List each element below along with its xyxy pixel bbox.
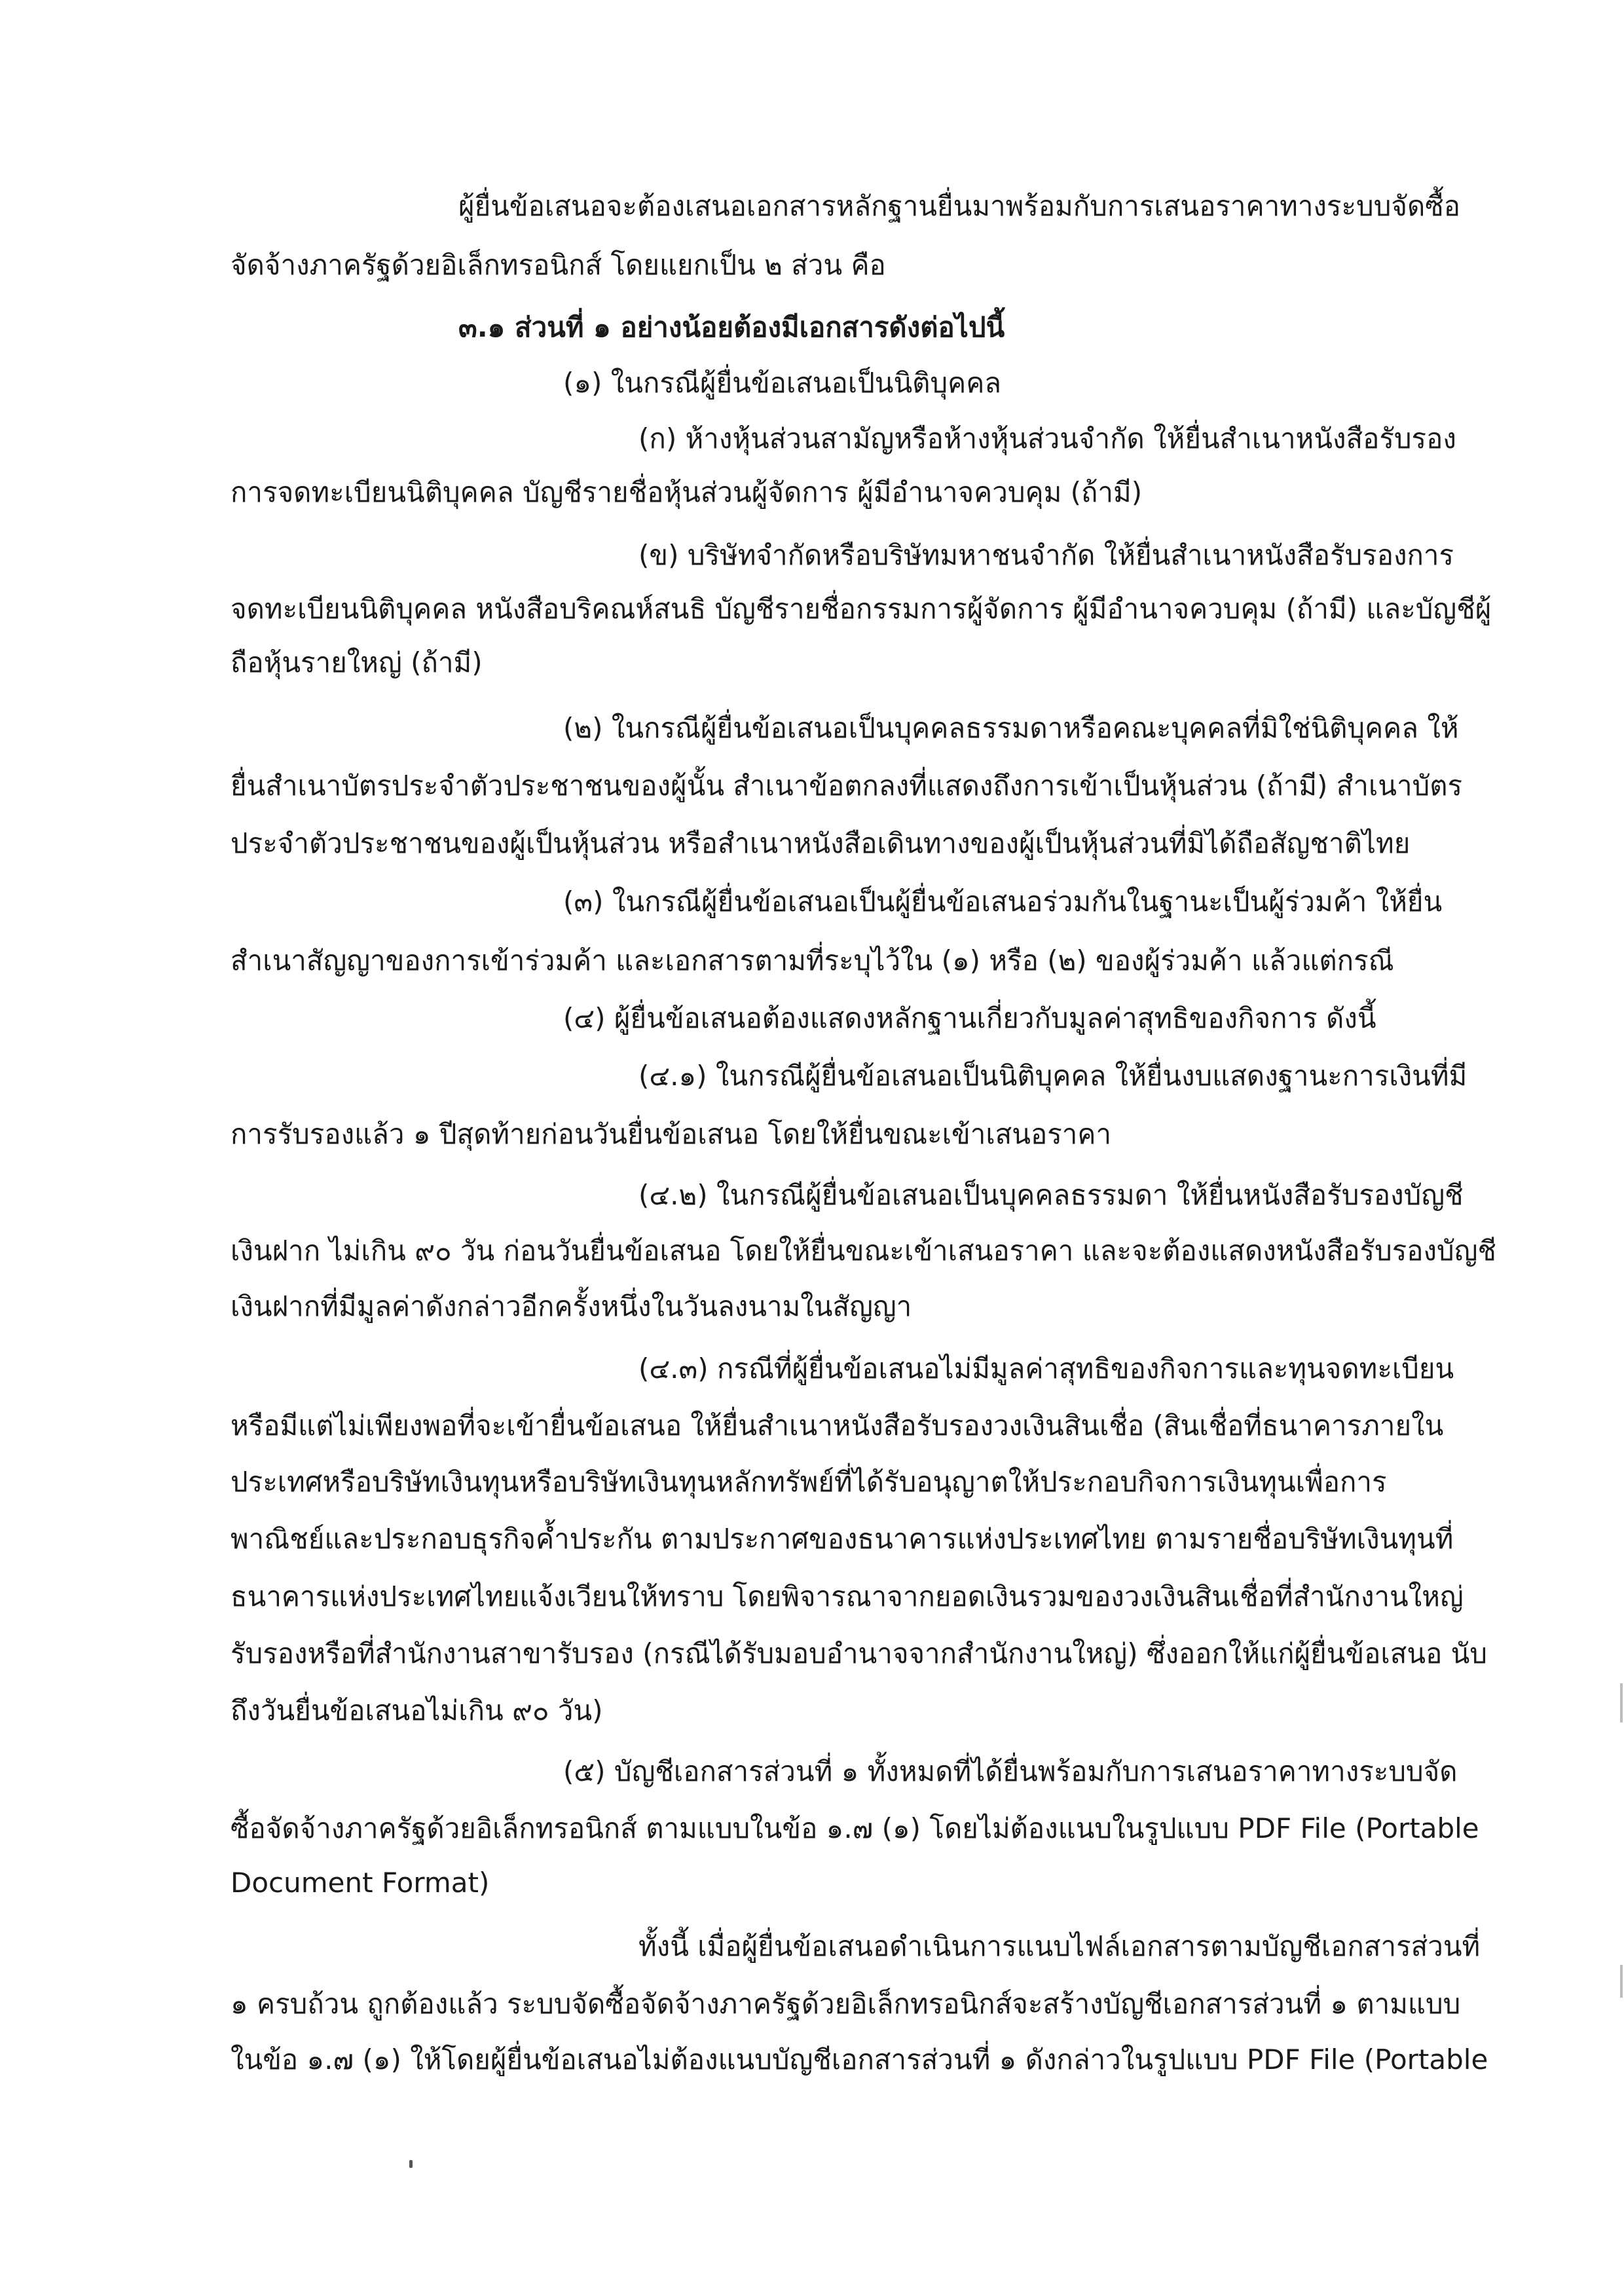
paragraph-line: ๑ ครบถ้วน ถูกต้องแล้ว ระบบจัดซื้อจัดจ้างภาครัฐด้วยอิเล็กทรอนิกส์จะสร้างบัญชีเอกสารส่วนที่ ๑ ตามแบบ [231, 1988, 1461, 2020]
paragraph-line: ธนาคารแห่งประเทศไทยแจ้งเวียนให้ทราบ โดยพิจารณาจากยอดเงินรวมของวงเงินสินเชื่อที่สำนักงานใหญ่ [231, 1580, 1464, 1612]
paragraph-line: พาณิชย์และประกอบธุรกิจค้ำประกัน ตามประกาศของธนาคารแห่งประเทศไทย ตามรายชื่อบริษัทเงินทุนที่ [231, 1523, 1454, 1555]
paragraph-line: ถือหุ้นรายใหญ่ (ถ้ามี) [231, 646, 483, 679]
paragraph-line: เงินฝากที่มีมูลค่าดังกล่าวอีกครั้งหนึ่งในวันลงนามในสัญญา [231, 1290, 912, 1322]
scan-edge-mark [1620, 1965, 1623, 1998]
paragraph-line: ประจำตัวประชาชนของผู้เป็นหุ้นส่วน หรือสำเนาหนังสือเดินทางของผู้เป็นหุ้นส่วนที่มิได้ถือสัญชาติไทย [231, 827, 1411, 859]
paragraph-line: ประเทศหรือบริษัทเงินทุนหรือบริษัทเงินทุนหลักทรัพย์ที่ได้รับอนุญาตให้ประกอบกิจการเงินทุนเพื่อการ [231, 1466, 1387, 1498]
paragraph-line: Document Format) [231, 1867, 490, 1899]
paragraph-line: เงินฝาก ไม่เกิน ๙๐ วัน ก่อนวันยื่นข้อเสนอ โดยให้ยื่นขณะเข้าเสนอราคา และจะต้องแสดงหนังสือรับรองบัญชี [231, 1235, 1496, 1267]
paragraph-line: ในข้อ ๑.๗ (๑) ให้โดยผู้ยื่นข้อเสนอไม่ต้องแนบบัญชีเอกสารส่วนที่ ๑ ดังกล่าวในรูปแบบ PDF File (Portable [231, 2043, 1488, 2076]
section-heading: ๓.๑ ส่วนที่ ๑ อย่างน้อยต้องมีเอกสารดังต่อไปนี้ [458, 311, 1005, 343]
paragraph-line: การรับรองแล้ว ๑ ปีสุดท้ายก่อนวันยื่นข้อเสนอ โดยให้ยื่นขณะเข้าเสนอราคา [231, 1118, 1112, 1150]
paragraph-line: ยื่นสำเนาบัตรประจำตัวประชาชนของผู้นั้น สำเนาข้อตกลงที่แสดงถึงการเข้าเป็นหุ้นส่วน (ถ้ามี) สำเนาบัตร [231, 770, 1463, 802]
paragraph-line: (๔.๒) ในกรณีผู้ยื่นข้อเสนอเป็นบุคคลธรรมดา ให้ยื่นหนังสือรับรองบัญชี [638, 1179, 1464, 1211]
paragraph-line: สำเนาสัญญาของการเข้าร่วมค้า และเอกสารตามที่ระบุไว้ใน (๑) หรือ (๒) ของผู้ร่วมค้า แล้วแต่กรณี [231, 944, 1394, 977]
paragraph-line: จัดจ้างภาครัฐด้วยอิเล็กทรอนิกส์ โดยแยกเป็น ๒ ส่วน คือ [231, 249, 886, 281]
paragraph-line: ผู้ยื่นข้อเสนอจะต้องเสนอเอกสารหลักฐานยื่นมาพร้อมกับการเสนอราคาทางระบบจัดซื้อ [458, 190, 1460, 222]
paragraph-line: (๔.๓) กรณีที่ผู้ยื่นข้อเสนอไม่มีมูลค่าสุทธิของกิจการและทุนจดทะเบียน [638, 1352, 1454, 1385]
scan-speck [409, 2160, 413, 2168]
paragraph-line: (๒) ในกรณีผู้ยื่นข้อเสนอเป็นบุคคลธรรมดาหรือคณะบุคคลที่มิใช่นิติบุคคล ให้ [563, 712, 1459, 744]
scan-edge-mark [1620, 1683, 1623, 1723]
paragraph-line: (๑) ในกรณีผู้ยื่นข้อเสนอเป็นนิติบุคคล [563, 367, 1002, 399]
paragraph-line: (ข) บริษัทจำกัดหรือบริษัทมหาชนจำกัด ให้ยื่นสำเนาหนังสือรับรองการ [638, 539, 1454, 571]
paragraph-line: จดทะเบียนนิติบุคคล หนังสือบริคณห์สนธิ บัญชีรายชื่อกรรมการผู้จัดการ ผู้มีอำนาจควบคุม (ถ้ามี) และบัญชีผู้ [231, 593, 1492, 625]
paragraph-line: ถึงวันยื่นข้อเสนอไม่เกิน ๙๐ วัน) [231, 1694, 603, 1726]
paragraph-line: (๔.๑) ในกรณีผู้ยื่นข้อเสนอเป็นนิติบุคคล ให้ยื่นงบแสดงฐานะการเงินที่มี [638, 1060, 1467, 1092]
paragraph-line: การจดทะเบียนนิติบุคคล บัญชีรายชื่อหุ้นส่วนผู้จัดการ ผู้มีอำนาจควบคุม (ถ้ามี) [231, 476, 1143, 508]
paragraph-line: (๓) ในกรณีผู้ยื่นข้อเสนอเป็นผู้ยื่นข้อเสนอร่วมกันในฐานะเป็นผู้ร่วมค้า ให้ยื่น [563, 885, 1443, 918]
paragraph-line: หรือมีแต่ไม่เพียงพอที่จะเข้ายื่นข้อเสนอ ให้ยื่นสำเนาหนังสือรับรองวงเงินสินเชื่อ (สินเชื่อที่ธนาคารภายใน [231, 1409, 1444, 1442]
paragraph-line: ซื้อจัดจ้างภาครัฐด้วยอิเล็กทรอนิกส์ ตามแบบในข้อ ๑.๗ (๑) โดยไม่ต้องแนบในรูปแบบ PDF File (Portable [231, 1812, 1479, 1844]
paragraph-line: (ก) ห้างหุ้นส่วนสามัญหรือห้างหุ้นส่วนจำกัด ให้ยื่นสำเนาหนังสือรับรอง [638, 422, 1456, 455]
paragraph-line: (๕) บัญชีเอกสารส่วนที่ ๑ ทั้งหมดที่ได้ยื่นพร้อมกับการเสนอราคาทางระบบจัด [563, 1755, 1458, 1787]
paragraph-line: ทั้งนี้ เมื่อผู้ยื่นข้อเสนอดำเนินการแนบไฟล์เอกสารตามบัญชีเอกสารส่วนที่ [638, 1930, 1481, 1962]
paragraph-line: (๔) ผู้ยื่นข้อเสนอต้องแสดงหลักฐานเกี่ยวกับมูลค่าสุทธิของกิจการ ดังนี้ [563, 1002, 1376, 1034]
paragraph-line: รับรองหรือที่สำนักงานสาขารับรอง (กรณีได้รับมอบอำนาจจากสำนักงานใหญ่) ซึ่งออกให้แก่ผู้ยื่นข้อเสนอ นับ [231, 1637, 1488, 1669]
